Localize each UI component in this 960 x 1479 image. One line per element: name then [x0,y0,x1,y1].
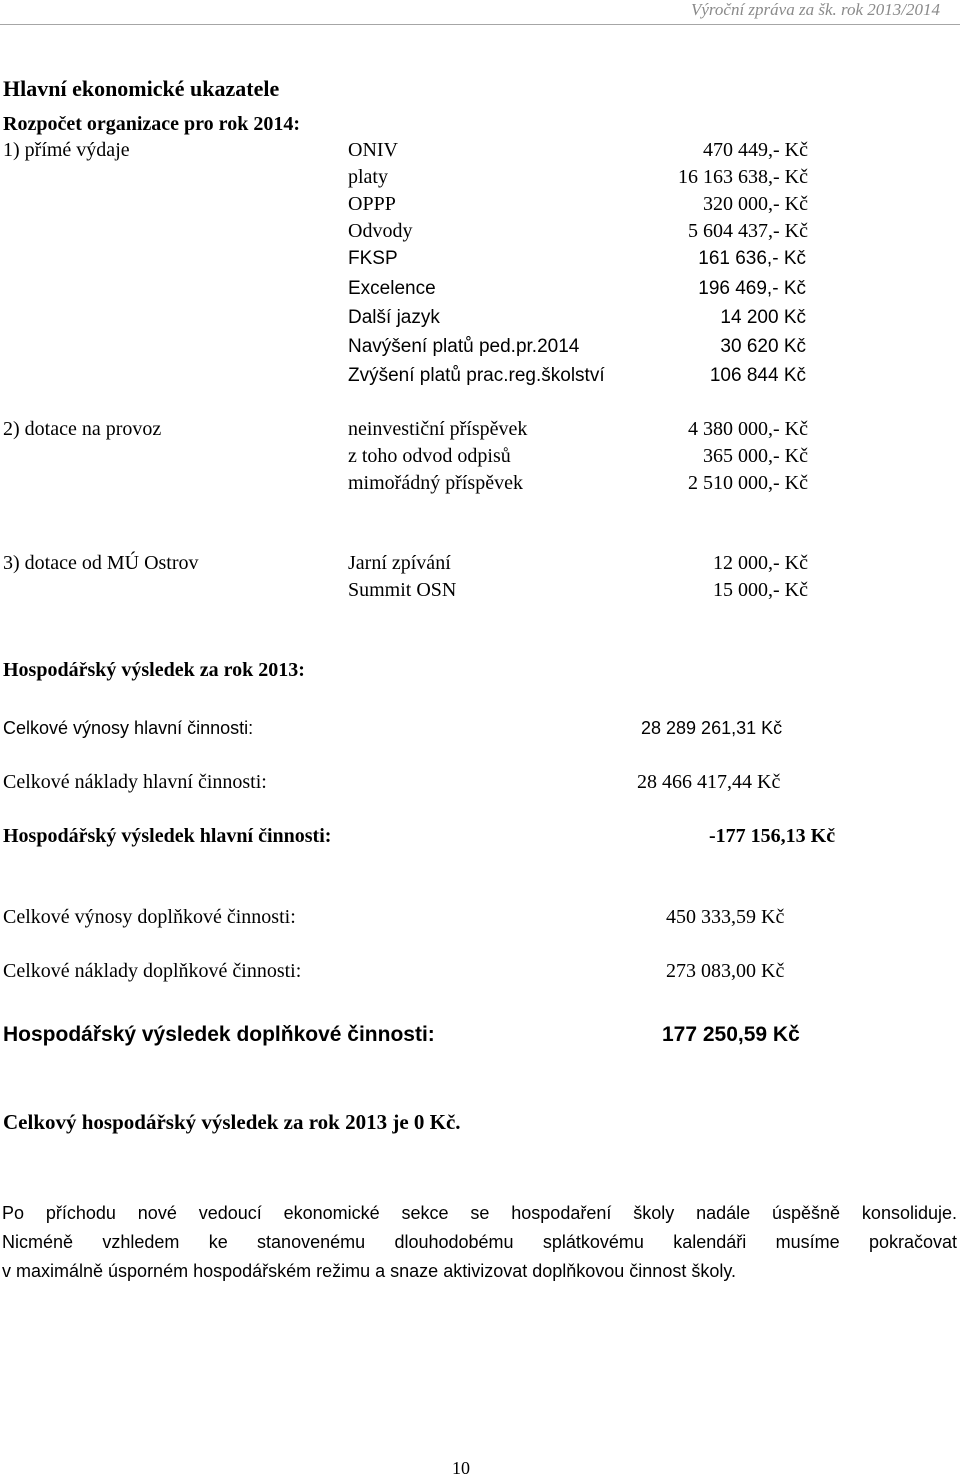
result-value: 273 083,00 Kč [666,960,785,982]
budget-item-value: 30 620 Kč [720,336,806,357]
budget-item-value: 365 000,- Kč [703,445,808,467]
budget-item-name: neinvestiční příspěvek [348,418,528,440]
result-label: Hospodářský výsledek hlavní činnosti: [3,825,332,847]
page-heading: Hlavní ekonomické ukazatele [3,76,280,101]
budget-item-value: 196 469,- Kč [698,278,806,299]
result-label: Celkové náklady doplňkové činnosti: [3,960,302,982]
budget-item-name: Excelence [348,278,436,299]
budget-item-name: Další jazyk [348,307,440,328]
header-divider [0,24,960,25]
result-value: 28 466 417,44 Kč [637,771,781,793]
result-label: Celkové náklady hlavní činnosti: [3,771,267,793]
paragraph-line: Po příchodu nové vedoucí ekonomické sekce se hospodaření školy nadále úspěšně konsoliduje. [2,1203,957,1223]
section-2-label: 2) dotace na provoz [3,418,162,440]
budget-title: Rozpočet organizace pro rok 2014: [3,113,300,135]
budget-item-value: 16 163 638,- Kč [678,166,808,188]
running-header: Výroční zpráva za šk. rok 2013/2014 [691,0,940,19]
budget-item-name: Jarní zpívání [348,552,451,574]
budget-item-name: Summit OSN [348,579,457,601]
budget-item-value: 470 449,- Kč [703,139,808,161]
budget-item-name: Navýšení platů ped.pr.2014 [348,336,580,357]
result-value: 28 289 261,31 Kč [641,718,783,738]
budget-item-name: Zvýšení platů prac.reg.školství [348,365,605,386]
paragraph-line: v maximálně úsporném hospodářském režimu a snaze aktivizovat doplňkovou činnost školy. [2,1261,737,1281]
result-title: Hospodářský výsledek za rok 2013: [3,659,305,681]
budget-item-value: 14 200 Kč [720,307,806,328]
budget-item-name: FKSP [348,248,398,269]
budget-item-value: 5 604 437,- Kč [688,220,808,242]
budget-item-name: Odvody [348,220,413,242]
budget-item-value: 106 844 Kč [709,365,806,386]
budget-item-name: mimořádný příspěvek [348,472,523,494]
budget-item-name: OPPP [348,193,396,215]
budget-item-value: 320 000,- Kč [703,193,808,215]
result-value: -177 156,13 Kč [709,825,836,847]
result-label: Celkové výnosy doplňkové činnosti: [3,906,296,928]
budget-item-value: 15 000,- Kč [713,579,808,601]
budget-item-value: 2 510 000,- Kč [688,472,808,494]
budget-item-value: 12 000,- Kč [713,552,808,574]
section-1-label: 1) přímé výdaje [3,139,130,161]
paragraph-line: Nicméně vzhledem ke stanovenému dlouhodobému splátkovému kalendáři musíme pokračovat [2,1232,957,1252]
total-result: Celkový hospodářský výsledek za rok 2013 je 0 Kč. [3,1110,461,1134]
result-value: 450 333,59 Kč [666,906,785,928]
result-value: 177 250,59 Kč [662,1023,800,1046]
budget-item-value: 4 380 000,- Kč [688,418,808,440]
result-label: Hospodářský výsledek doplňkové činnosti: [3,1023,435,1046]
budget-item-name: platy [348,166,388,188]
budget-item-value: 161 636,- Kč [698,248,806,269]
section-3-label: 3) dotace od MÚ Ostrov [3,552,199,574]
page-number: 10 [452,1458,470,1478]
budget-item-name: z toho odvod odpisů [348,445,511,467]
budget-item-name: ONIV [348,139,398,161]
result-label: Celkové výnosy hlavní činnosti: [3,718,254,738]
